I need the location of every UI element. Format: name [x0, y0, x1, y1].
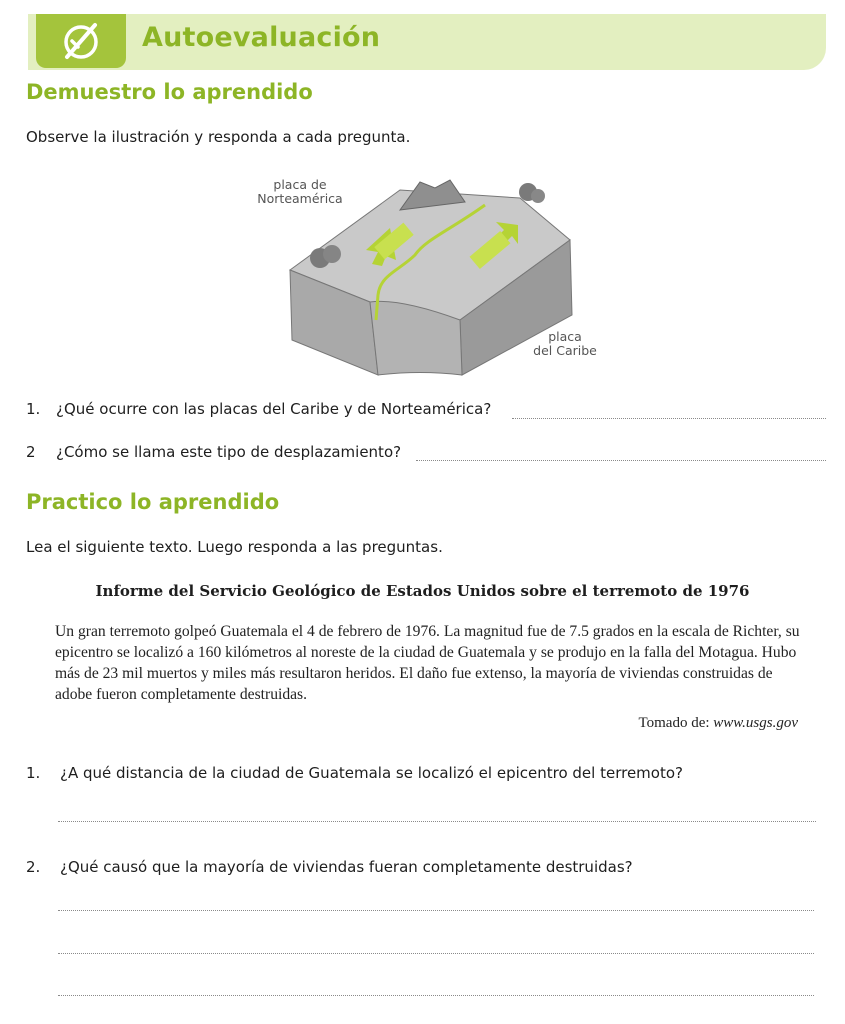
label-caribbean-plate: placa del Caribe	[533, 329, 597, 358]
page-title: Autoevaluación	[142, 22, 381, 53]
question-1: 1. ¿Qué ocurre con las placas del Caribe y de Norteamérica?	[26, 400, 492, 418]
answer-line[interactable]	[416, 460, 826, 461]
section2-instruction: Lea el siguiente texto. Luego responda a las preguntas.	[26, 538, 443, 556]
question-3: 1. ¿A qué distancia de la ciudad de Guatemala se localizó el epicentro del terremoto?	[26, 764, 683, 782]
section-title-practico: Practico lo aprendido	[26, 490, 280, 514]
section-title-demuestro: Demuestro lo aprendido	[26, 80, 313, 104]
article-source: Tomado de: www.usgs.gov	[638, 715, 798, 731]
article-title: Informe del Servicio Geológico de Estados Unidos sobre el terremoto de 1976	[95, 582, 750, 600]
answer-line[interactable]	[58, 953, 814, 954]
question-4: 2. ¿Qué causó que la mayoría de viviendas fueran completamente destruidas?	[26, 858, 633, 876]
header-icon-box	[36, 14, 126, 68]
answer-line[interactable]	[58, 995, 814, 996]
article-body: Un gran terremoto golpeó Guatemala el 4 de febrero de 1976. La magnitud fue de 7.5 grados en la escala de Richter, su epicentro se localizó a 160 kilómetros al noreste de la ciudad de Guatemala y se produjo en la falla del Motagua. Hubo más de 23 mil muertos y miles más resultaron heridos. El daño fue extenso, la mayoría de viviendas construidas de adobe fueron completamente destruidas.	[55, 623, 800, 703]
plate-figure	[250, 170, 610, 380]
answer-line[interactable]	[512, 418, 826, 419]
answer-line[interactable]	[58, 821, 816, 822]
question-2: 2 ¿Cómo se llama este tipo de desplazamiento?	[26, 443, 402, 461]
answer-line[interactable]	[58, 910, 814, 911]
label-north-plate: placa de Norteamérica	[257, 177, 343, 206]
header-banner	[28, 14, 826, 70]
check-circle-icon	[59, 19, 103, 63]
section1-instruction: Observe la ilustración y responda a cada pregunta.	[26, 128, 411, 146]
